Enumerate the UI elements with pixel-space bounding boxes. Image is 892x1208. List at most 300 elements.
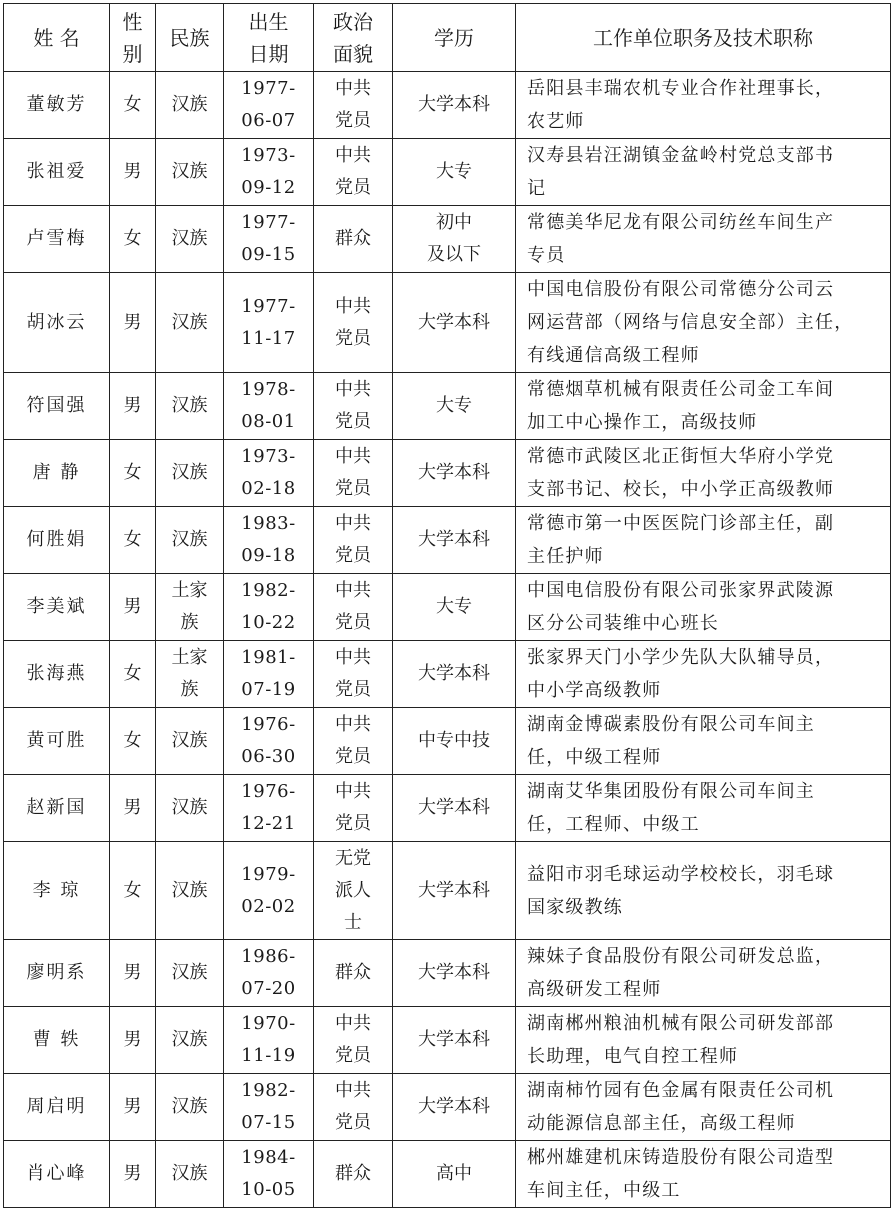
cell-birth-date-line: 12-21 xyxy=(241,813,296,834)
cell-gender xyxy=(110,139,156,206)
cell-ethnicity-line: 族 xyxy=(180,612,199,633)
cell-politics-line: 群众 xyxy=(335,1163,371,1184)
cell-name-text: 赵新国 xyxy=(26,797,87,818)
cell-birth-date-line: 1976- xyxy=(241,781,296,802)
table-row xyxy=(4,273,891,373)
cell-politics-line: 党员 xyxy=(335,746,371,767)
cell-politics xyxy=(314,1074,393,1141)
cell-job-line: 常德美华尼龙有限公司纺丝车间生产 xyxy=(527,212,835,233)
cell-job-line: 区分公司装维中心班长 xyxy=(527,613,719,634)
cell-job-line: 岳阳县丰瑞农机专业合作社理事长， xyxy=(527,78,835,99)
cell-job-line: 车间主任，中级工 xyxy=(527,1180,681,1201)
cell-birth-date xyxy=(224,574,314,641)
cell-job-line: 任，中级工程师 xyxy=(527,747,662,768)
cell-education xyxy=(393,507,516,574)
cell-politics-line: 党员 xyxy=(335,679,371,700)
cell-job xyxy=(516,139,891,206)
cell-job-line: 动能源信息部主任，高级工程师 xyxy=(527,1113,796,1134)
cell-ethnicity-line: 族 xyxy=(180,679,199,700)
cell-name xyxy=(4,775,110,842)
cell-job xyxy=(516,940,891,1007)
cell-gender xyxy=(110,1007,156,1074)
cell-education-line: 大专 xyxy=(436,395,472,416)
cell-job-line: 湖南艾华集团股份有限公司车间主 xyxy=(527,781,815,802)
cell-birth-date-line: 1981- xyxy=(241,647,296,668)
cell-name-text: 李美斌 xyxy=(26,596,87,617)
header-politics-line: 政治 xyxy=(333,9,373,34)
cell-name xyxy=(4,206,110,273)
table-row xyxy=(4,373,891,440)
cell-education-line: 大学本科 xyxy=(418,879,490,901)
cell-ethnicity-line: 汉族 xyxy=(171,228,208,249)
cell-job-line: 常德市第一中医医院门诊部主任，副 xyxy=(527,513,835,534)
cell-name-text: 李 琼 xyxy=(32,879,81,901)
cell-birth-date-line: 06-30 xyxy=(241,746,296,767)
header-gender xyxy=(110,4,156,72)
cell-education xyxy=(393,1007,516,1074)
cell-gender xyxy=(110,842,156,940)
cell-gender-text: 男 xyxy=(123,1096,142,1117)
cell-birth-date xyxy=(224,206,314,273)
cell-ethnicity xyxy=(156,206,224,273)
cell-politics-line: 党员 xyxy=(335,478,371,499)
cell-politics xyxy=(314,206,393,273)
cell-ethnicity-line: 汉族 xyxy=(171,962,208,983)
header-birth-line: 日期 xyxy=(248,41,289,66)
cell-ethnicity xyxy=(156,373,224,440)
roster-body xyxy=(4,72,891,1208)
cell-education xyxy=(393,440,516,507)
cell-job-line: 常德市武陵区北正街恒大华府小学党 xyxy=(527,446,835,467)
cell-job-line: 支部书记、校长，中小学正高级教师 xyxy=(527,479,835,500)
table-row xyxy=(4,1141,891,1208)
cell-gender xyxy=(110,1141,156,1208)
cell-job xyxy=(516,708,891,775)
cell-birth-date-line: 07-19 xyxy=(241,679,296,700)
cell-birth-date xyxy=(224,273,314,373)
cell-education xyxy=(393,72,516,139)
cell-job-line: 中国电信股份有限公司张家界武陵源 xyxy=(527,580,835,601)
cell-politics-line: 党员 xyxy=(335,411,371,432)
cell-gender xyxy=(110,1074,156,1141)
cell-birth-date-line: 1978- xyxy=(241,379,296,400)
cell-birth-date xyxy=(224,1141,314,1208)
cell-name-text: 卢雪梅 xyxy=(26,228,87,249)
header-ethnicity-label: 民族 xyxy=(169,25,210,50)
table-row xyxy=(4,708,891,775)
cell-name-text: 肖心峰 xyxy=(26,1163,87,1184)
cell-politics-line: 党员 xyxy=(335,813,371,834)
cell-politics-line: 中共 xyxy=(335,513,371,534)
cell-education-line: 大学本科 xyxy=(418,962,490,983)
cell-ethnicity-line: 土家 xyxy=(171,580,208,601)
cell-job-line: 加工中心操作工，高级技师 xyxy=(527,412,758,433)
cell-job xyxy=(516,1141,891,1208)
header-birth-line: 出生 xyxy=(248,9,289,34)
cell-politics xyxy=(314,273,393,373)
cell-job-line: 益阳市羽毛球运动学校校长，羽毛球 xyxy=(527,863,835,885)
cell-birth-date xyxy=(224,842,314,940)
cell-politics-line: 中共 xyxy=(335,78,371,99)
table-row xyxy=(4,1007,891,1074)
cell-education xyxy=(393,273,516,373)
cell-name-text: 张海燕 xyxy=(26,663,87,684)
cell-politics-line: 党员 xyxy=(335,110,371,131)
table-row xyxy=(4,574,891,641)
cell-politics-line: 中共 xyxy=(335,580,371,601)
cell-name-text: 唐 静 xyxy=(32,462,81,483)
cell-birth-date-line: 1977- xyxy=(241,212,296,233)
cell-politics-line: 无党 xyxy=(335,847,371,869)
cell-ethnicity-line: 汉族 xyxy=(171,1163,208,1184)
cell-gender-text: 男 xyxy=(123,797,142,818)
cell-birth-date xyxy=(224,1007,314,1074)
header-gender-line: 别 xyxy=(122,41,143,66)
cell-politics xyxy=(314,641,393,708)
cell-birth-date-line: 02-02 xyxy=(241,895,296,917)
cell-politics-line: 中共 xyxy=(335,714,371,735)
cell-education xyxy=(393,206,516,273)
cell-ethnicity-line: 汉族 xyxy=(171,1029,208,1050)
cell-birth-date-line: 06-07 xyxy=(241,110,296,131)
cell-politics-line: 党员 xyxy=(335,612,371,633)
cell-gender xyxy=(110,708,156,775)
cell-job-line: 湖南金博碳素股份有限公司车间主 xyxy=(527,714,815,735)
cell-job xyxy=(516,775,891,842)
cell-name-text: 何胜娟 xyxy=(26,529,87,550)
cell-gender xyxy=(110,507,156,574)
cell-name xyxy=(4,273,110,373)
cell-birth-date-line: 1979- xyxy=(241,863,296,885)
header-education xyxy=(393,4,516,72)
cell-birth-date-line: 1976- xyxy=(241,714,296,735)
cell-politics-line: 中共 xyxy=(335,145,371,166)
cell-education-line: 大学本科 xyxy=(418,462,490,483)
cell-job xyxy=(516,641,891,708)
cell-politics xyxy=(314,775,393,842)
header-politics xyxy=(314,4,393,72)
cell-education-line: 大学本科 xyxy=(418,663,490,684)
cell-birth-date-line: 07-15 xyxy=(241,1112,296,1133)
cell-birth-date-line: 1983- xyxy=(241,513,296,534)
cell-birth-date xyxy=(224,139,314,206)
cell-job-line: 中国电信股份有限公司常德分公司云 xyxy=(527,279,835,300)
header-name xyxy=(4,4,110,72)
cell-job-line: 高级研发工程师 xyxy=(527,979,662,1000)
cell-birth-date-line: 1982- xyxy=(241,1080,296,1101)
cell-politics-line: 党员 xyxy=(335,177,371,198)
header-ethnicity xyxy=(156,4,224,72)
cell-birth-date-line: 1977- xyxy=(241,78,296,99)
cell-gender-text: 男 xyxy=(123,1163,142,1184)
cell-birth-date-line: 11-17 xyxy=(241,327,296,349)
cell-name-text: 曹 轶 xyxy=(32,1029,81,1050)
cell-gender-text: 女 xyxy=(123,879,142,901)
table-row xyxy=(4,206,891,273)
cell-gender-text: 女 xyxy=(123,663,142,684)
cell-name xyxy=(4,641,110,708)
cell-gender-text: 男 xyxy=(123,311,142,333)
cell-job-line: 汉寿县岩汪湖镇金盆岭村党总支部书 xyxy=(527,145,835,166)
cell-politics-line: 士 xyxy=(344,911,362,933)
cell-politics xyxy=(314,842,393,940)
cell-job-line: 长助理，电气自控工程师 xyxy=(527,1046,739,1067)
cell-job-line: 记 xyxy=(527,178,547,199)
cell-ethnicity-line: 汉族 xyxy=(171,730,208,751)
cell-job xyxy=(516,440,891,507)
cell-name-text: 符国强 xyxy=(26,395,87,416)
cell-name-text: 周启明 xyxy=(26,1096,87,1117)
header-gender-line: 性 xyxy=(122,9,143,34)
cell-name xyxy=(4,373,110,440)
cell-job-line: 湖南郴州粮油机械有限公司研发部部 xyxy=(527,1013,835,1034)
cell-education-line: 大学本科 xyxy=(418,311,490,333)
cell-job-line: 任，工程师、中级工 xyxy=(527,814,700,835)
cell-ethnicity xyxy=(156,1141,224,1208)
cell-gender xyxy=(110,440,156,507)
cell-ethnicity xyxy=(156,273,224,373)
cell-politics-line: 党员 xyxy=(335,1112,371,1133)
cell-name xyxy=(4,1074,110,1141)
cell-birth-date-line: 07-20 xyxy=(241,978,296,999)
cell-gender xyxy=(110,72,156,139)
cell-name-text: 廖明系 xyxy=(26,962,87,983)
cell-name xyxy=(4,72,110,139)
cell-politics xyxy=(314,440,393,507)
cell-education-line: 大学本科 xyxy=(418,797,490,818)
cell-education-line: 大学本科 xyxy=(418,1029,490,1050)
cell-politics-line: 党员 xyxy=(335,545,371,566)
header-birth-date xyxy=(224,4,314,72)
table-row xyxy=(4,440,891,507)
cell-name xyxy=(4,1007,110,1074)
cell-ethnicity xyxy=(156,940,224,1007)
cell-name xyxy=(4,1141,110,1208)
cell-birth-date-line: 1984- xyxy=(241,1147,296,1168)
table-row xyxy=(4,72,891,139)
cell-education xyxy=(393,373,516,440)
cell-gender xyxy=(110,641,156,708)
cell-politics xyxy=(314,72,393,139)
cell-name-text: 胡冰云 xyxy=(26,311,87,333)
header-job xyxy=(516,4,891,72)
cell-job-line: 中小学高级教师 xyxy=(527,680,662,701)
cell-job-line: 郴州雄建机床铸造股份有限公司造型 xyxy=(527,1147,835,1168)
cell-gender xyxy=(110,940,156,1007)
cell-politics xyxy=(314,373,393,440)
cell-politics xyxy=(314,1007,393,1074)
cell-education xyxy=(393,574,516,641)
cell-politics xyxy=(314,940,393,1007)
cell-job-line: 国家级教练 xyxy=(527,896,623,918)
cell-politics-line: 中共 xyxy=(335,1080,371,1101)
roster-sheet xyxy=(3,3,891,1208)
cell-education-line: 大学本科 xyxy=(418,94,490,115)
cell-birth-date xyxy=(224,72,314,139)
cell-birth-date-line: 02-18 xyxy=(241,478,296,499)
cell-birth-date-line: 1970- xyxy=(241,1013,296,1034)
cell-gender-text: 男 xyxy=(123,161,142,182)
cell-job xyxy=(516,1007,891,1074)
cell-name-text: 董敏芳 xyxy=(26,94,87,115)
cell-name-text: 张祖爱 xyxy=(26,161,87,182)
cell-name xyxy=(4,940,110,1007)
cell-job xyxy=(516,273,891,373)
cell-ethnicity-line: 汉族 xyxy=(171,879,208,901)
cell-politics-line: 群众 xyxy=(335,228,371,249)
cell-job-line: 农艺师 xyxy=(527,111,585,132)
cell-education xyxy=(393,1141,516,1208)
cell-name xyxy=(4,440,110,507)
cell-education xyxy=(393,775,516,842)
cell-ethnicity xyxy=(156,440,224,507)
cell-ethnicity-line: 汉族 xyxy=(171,161,208,182)
table-row xyxy=(4,1074,891,1141)
cell-birth-date xyxy=(224,940,314,1007)
cell-birth-date-line: 1973- xyxy=(241,145,296,166)
cell-birth-date xyxy=(224,507,314,574)
cell-politics-line: 中共 xyxy=(335,781,371,802)
cell-birth-date xyxy=(224,775,314,842)
cell-gender xyxy=(110,273,156,373)
cell-birth-date xyxy=(224,373,314,440)
cell-politics xyxy=(314,574,393,641)
cell-birth-date-line: 1982- xyxy=(241,580,296,601)
header-row xyxy=(4,4,891,72)
cell-name xyxy=(4,139,110,206)
cell-education-line: 大学本科 xyxy=(418,1096,490,1117)
cell-gender xyxy=(110,373,156,440)
cell-education xyxy=(393,842,516,940)
cell-job-line: 辣妹子食品股份有限公司研发总监， xyxy=(527,946,835,967)
cell-ethnicity xyxy=(156,72,224,139)
cell-birth-date-line: 1986- xyxy=(241,946,296,967)
cell-birth-date xyxy=(224,440,314,507)
cell-ethnicity xyxy=(156,708,224,775)
cell-gender-text: 女 xyxy=(123,94,142,115)
cell-ethnicity xyxy=(156,1007,224,1074)
cell-education-line: 大专 xyxy=(436,161,472,182)
cell-politics-line: 中共 xyxy=(335,1013,371,1034)
cell-job xyxy=(516,507,891,574)
cell-name-text: 黄可胜 xyxy=(26,730,87,751)
cell-job-line: 网运营部（网络与信息安全部）主任， xyxy=(527,312,854,333)
cell-gender-text: 男 xyxy=(123,962,142,983)
cell-birth-date-line: 1973- xyxy=(241,446,296,467)
cell-ethnicity-line: 汉族 xyxy=(171,529,208,550)
cell-birth-date-line: 1977- xyxy=(241,295,296,317)
cell-politics-line: 党员 xyxy=(335,1045,371,1066)
cell-politics xyxy=(314,139,393,206)
cell-birth-date-line: 09-12 xyxy=(241,177,296,198)
cell-name xyxy=(4,708,110,775)
cell-birth-date-line: 08-01 xyxy=(241,411,296,432)
cell-ethnicity-line: 土家 xyxy=(171,647,208,668)
header-job-label: 工作单位职务及技术职称 xyxy=(593,25,813,50)
roster-table xyxy=(3,3,891,1208)
cell-politics-line: 群众 xyxy=(335,962,371,983)
cell-job xyxy=(516,72,891,139)
table-row xyxy=(4,842,891,940)
cell-gender xyxy=(110,206,156,273)
cell-name xyxy=(4,507,110,574)
cell-politics-line: 中共 xyxy=(335,379,371,400)
cell-ethnicity xyxy=(156,842,224,940)
cell-ethnicity xyxy=(156,775,224,842)
cell-ethnicity-line: 汉族 xyxy=(171,395,208,416)
cell-birth-date-line: 11-19 xyxy=(241,1045,296,1066)
cell-gender-text: 女 xyxy=(123,228,142,249)
cell-gender xyxy=(110,775,156,842)
header-politics-line: 面貌 xyxy=(333,41,373,66)
cell-education-line: 及以下 xyxy=(427,244,481,265)
cell-ethnicity xyxy=(156,1074,224,1141)
table-row xyxy=(4,775,891,842)
cell-birth-date xyxy=(224,708,314,775)
cell-job-line: 有线通信高级工程师 xyxy=(527,345,700,366)
cell-politics xyxy=(314,1141,393,1208)
cell-ethnicity-line: 汉族 xyxy=(171,311,208,333)
cell-gender-text: 男 xyxy=(123,395,142,416)
cell-job-line: 湖南柿竹园有色金属有限责任公司机 xyxy=(527,1080,835,1101)
cell-education-line: 大专 xyxy=(436,596,472,617)
cell-gender-text: 女 xyxy=(123,730,142,751)
table-row xyxy=(4,507,891,574)
header-name-label: 姓 名 xyxy=(33,25,80,50)
cell-ethnicity-line: 汉族 xyxy=(171,462,208,483)
cell-politics-line: 中共 xyxy=(335,647,371,668)
cell-ethnicity-line: 汉族 xyxy=(171,1096,208,1117)
cell-education xyxy=(393,940,516,1007)
cell-politics-line: 党员 xyxy=(335,327,371,349)
cell-job-line: 常德烟草机械有限责任公司金工车间 xyxy=(527,379,835,400)
cell-job-line: 主任护师 xyxy=(527,546,604,567)
cell-politics-line: 中共 xyxy=(335,446,371,467)
cell-gender xyxy=(110,574,156,641)
cell-gender-text: 女 xyxy=(123,462,142,483)
cell-birth-date-line: 09-18 xyxy=(241,545,296,566)
table-row xyxy=(4,940,891,1007)
cell-job-line: 专员 xyxy=(527,245,566,266)
cell-job xyxy=(516,842,891,940)
cell-birth-date-line: 10-05 xyxy=(241,1179,296,1200)
cell-birth-date-line: 09-15 xyxy=(241,244,296,265)
cell-education-line: 初中 xyxy=(436,212,472,233)
cell-education xyxy=(393,641,516,708)
cell-ethnicity xyxy=(156,507,224,574)
table-row xyxy=(4,139,891,206)
cell-birth-date-line: 10-22 xyxy=(241,612,296,633)
cell-job xyxy=(516,373,891,440)
header-education-label: 学历 xyxy=(434,25,474,50)
cell-education-line: 大学本科 xyxy=(418,529,490,550)
cell-ethnicity xyxy=(156,641,224,708)
cell-ethnicity xyxy=(156,574,224,641)
table-row xyxy=(4,641,891,708)
cell-education-line: 中专中技 xyxy=(418,730,490,751)
cell-education xyxy=(393,708,516,775)
cell-gender-text: 女 xyxy=(123,529,142,550)
cell-politics xyxy=(314,507,393,574)
cell-gender-text: 男 xyxy=(123,596,142,617)
cell-education xyxy=(393,139,516,206)
cell-ethnicity-line: 汉族 xyxy=(171,94,208,115)
cell-politics-line: 中共 xyxy=(335,295,371,317)
cell-job xyxy=(516,206,891,273)
cell-birth-date xyxy=(224,641,314,708)
cell-politics-line: 派人 xyxy=(335,879,371,901)
cell-education xyxy=(393,1074,516,1141)
